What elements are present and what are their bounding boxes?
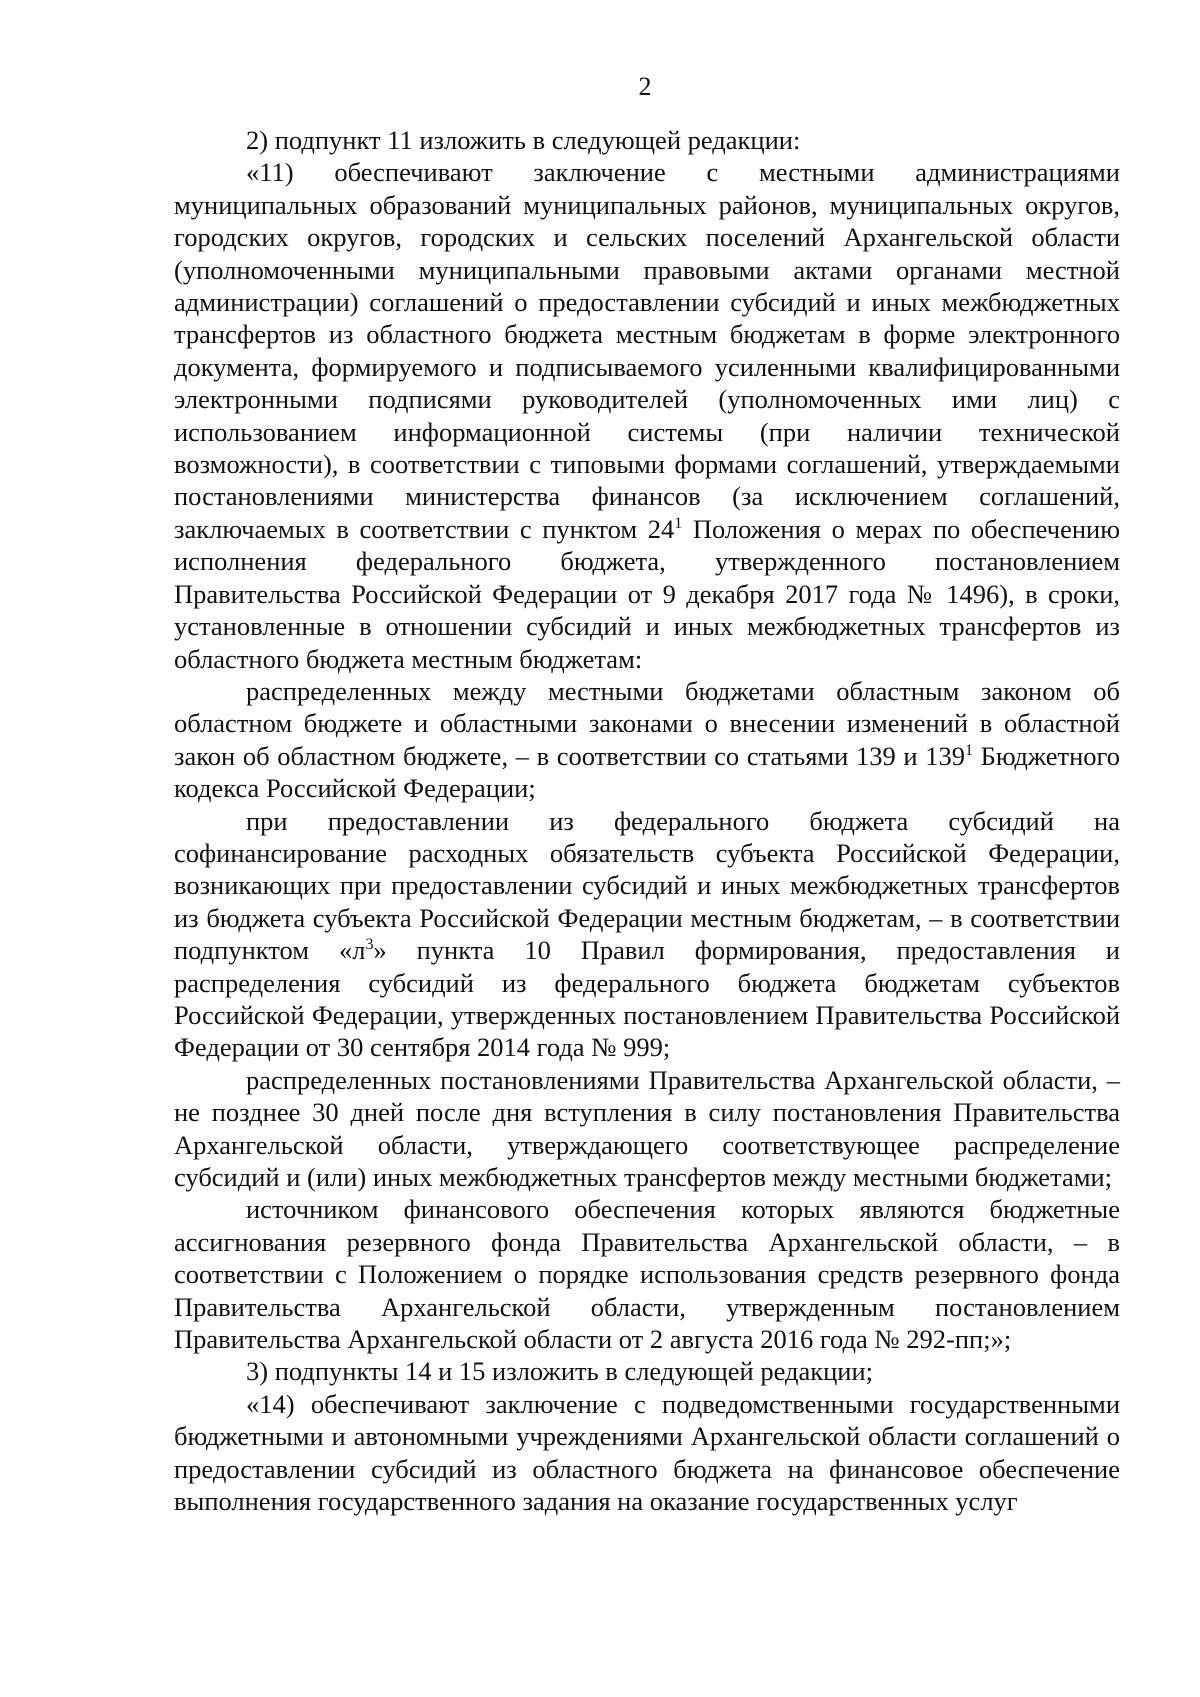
superscript: 1 [674, 514, 683, 532]
paragraph-text: 2) подпункт 11 изложить в следующей редакции: [246, 125, 801, 155]
paragraph-text: «14) обеспечивают заключение с подведомственными государственными бюджетными и автономными учреждениями Архангельской области соглашений о предоставлении субсидий из областного бюджета на финансовое обеспечение выполнения государственного задания на оказание государственных услуг [174, 1388, 1120, 1517]
paragraph-text-continued: Бюджетного кодекса Российской Федерации; [174, 740, 1120, 804]
paragraph-item-3 [174, 1355, 1120, 1387]
paragraph-government-resolutions [174, 1064, 1120, 1194]
paragraph-reserve-fund [174, 1193, 1120, 1355]
paragraph-text: 3) подпункты 14 и 15 изложить в следующей редакции; [246, 1356, 874, 1387]
paragraph-text: распределенных между местными бюджетами областным законом об областном бюджете и областными законами о внесении изменений в областной закон об областном бюджете, – в соответствии со статьями 139 и 139 [174, 675, 1120, 771]
paragraph-text: распределенных постановлениями Правительства Архангельской области, – не позднее 30 дней после дня вступления в силу постановления Правительства Архангельской области, утверждающего соответствующее распределение субсидий и (или) иных межбюджетных трансфертов между местными бюджетами; [174, 1064, 1120, 1192]
paragraph-text-continued: Положения о мерах по обеспечению исполнения федерального бюджета, утвержденного постановлением Правительства Российской Федерации от 9 декабря 2017 года № 1496), в сроки, установленные в отношении субсидий и иных межбюджетных трансфертов из областного бюджета местным бюджетам: [174, 513, 1121, 674]
paragraph-text-continued: » пункта 10 Правил формирования, предоставления и распределения субсидий из федерального бюджета бюджетам субъектов Российской Федерации, утвержденных постановлением Правительства Российской Федерации от 30 сентября 2014 года № 999; [174, 935, 1120, 1063]
document-body [174, 124, 1120, 1517]
paragraph-text: «11) обеспечивают заключение с местными администрациями муниципальных образований муниципальных районов, муниципальных округов, городских округов, городских и сельских поселений Архангельской области (уполномоченными муниципальными правовыми актами органами местной администрации) соглашений о предоставлении субсидий и иных межбюджетных трансфертов из областного бюджета местным бюджетам в форме электронного документа, формируемого и подписываемого усиленными квалифицированными электронными подписями руководителей (уполномоченных ими лиц) с использованием информационной системы (при наличии технической возможности), в соответствии с типовыми формами соглашений, утверждаемыми постановлениями министерства финансов (за исключением соглашений, заключаемых в соответствии с пунктом 24 [174, 157, 1120, 544]
paragraph-subitem-11 [174, 156, 1120, 675]
paragraph-distributed-by-law [174, 675, 1120, 805]
superscript: 3 [365, 936, 374, 954]
page-number: 2 [638, 72, 652, 101]
superscript: 1 [965, 741, 973, 759]
paragraph-subitem-14 [174, 1388, 1120, 1518]
paragraph-item-2 [174, 124, 1120, 156]
paragraph-federal-subsidies [174, 805, 1120, 1064]
paragraph-text: источником финансового обеспечения которых являются бюджетные ассигнования резервного фонда Правительства Архангельской области, – в соответствии с Положением о порядке использования средств резервного фонда Правительства Архангельской области, утвержденным постановлением Правительства Архангельской области от 2 августа 2016 года № 292-пп;»; [174, 1194, 1120, 1355]
paragraph-text: при предоставлении из федерального бюджета субсидий на софинансирование расходных обязательств субъекта Российской Федерации, возникающих при предоставлении субсидий и иных межбюджетных трансфертов из бюджета субъекта Российской Федерации местным бюджетам, – в соответствии подпунктом «л [174, 805, 1120, 966]
